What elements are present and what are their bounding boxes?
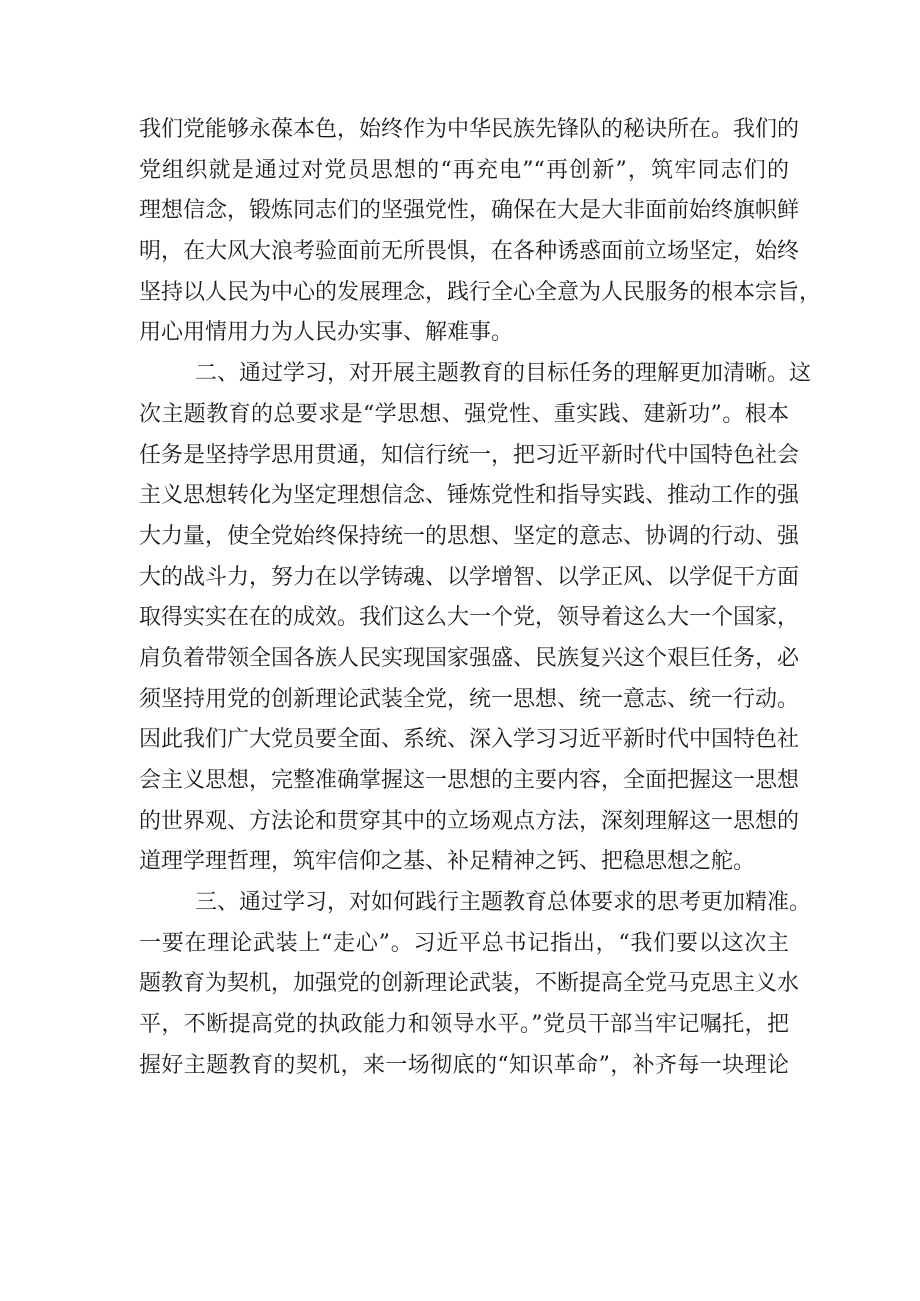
text-line: 一要在理论武装上“走心”。习近平总书记指出，“我们要以这次主 <box>139 930 789 956</box>
text-line: 主义思想转化为坚定理想信念、锤炼党性和指导实践、推动工作的强 <box>139 483 800 509</box>
text-line: 会主义思想，完整准确掌握这一思想的主要内容，全面把握这一思想 <box>139 768 800 793</box>
paragraph-3 <box>139 883 812 1086</box>
text-line: 大的战斗力，努力在以学铸魂、以学增智、以学正风、以学促干方面 <box>139 564 800 590</box>
text-line: 因此我们广大党员要全面、系统、深入学习习近平新时代中国特色社 <box>139 727 800 753</box>
text-line: 取得实实在在的成效。我们这么大一个党，领导着这么大一个国家， <box>139 605 800 631</box>
paragraph-2 <box>139 354 812 883</box>
text-line: 题教育为契机，加强党的创新理论武装，不断提高全党马克思主义水 <box>139 971 800 997</box>
text-line: 道理学理哲理，筑牢信仰之基、补足精神之钙、把稳思想之舵。 <box>139 849 756 875</box>
text-line: 坚持以人民为中心的发展理念，践行全心全意为人民服务的根本宗旨， <box>139 279 822 305</box>
text-line: 握好主题教育的契机，来一场彻底的“知识革命”，补齐每一块理论 <box>139 1052 789 1078</box>
text-line: 任务是坚持学思用贯通，知信行统一，把习近平新时代中国特色社会 <box>139 442 800 468</box>
text-line: 三、通过学习，对如何践行主题教育总体要求的思考更加精准。 <box>195 890 812 916</box>
text-line: 理想信念，锻炼同志们的坚强党性，确保在大是大非面前始终旗帜鲜 <box>139 198 800 224</box>
text-line: 明，在大风大浪考验面前无所畏惧，在各种诱惑面前立场坚定，始终 <box>139 239 800 265</box>
text-line: 大力量，使全党始终保持统一的思想、坚定的意志、协调的行动、强 <box>139 523 800 549</box>
text-line: 须坚持用党的创新理论武装全党，统一思想、统一意志、统一行动。 <box>139 686 800 712</box>
text-line: 平，不断提高党的执政能力和领导水平。”党员干部当牢记嘱托，把 <box>139 1012 789 1038</box>
text-line: 的世界观、方法论和贯穿其中的立场观点方法，深刻理解这一思想的 <box>139 808 800 834</box>
paragraph-1 <box>139 110 822 354</box>
text-line: 二、通过学习，对开展主题教育的目标任务的理解更加清晰。这 <box>195 361 812 387</box>
document-body <box>139 110 822 1087</box>
text-line: 肩负着带领全国各族人民实现国家强盛、民族复兴这个艰巨任务，必 <box>139 645 800 671</box>
text-line: 我们党能够永葆本色，始终作为中华民族先锋队的秘诀所在。我们的 <box>139 117 800 142</box>
text-line: 用心用情用力为人民办实事、解难事。 <box>139 320 514 346</box>
text-line: 次主题教育的总要求是“学思想、强党性、重实践、建新功”。根本 <box>139 401 789 427</box>
text-line: 党组织就是通过对党员思想的“再充电”“再创新”，筑牢同志们的 <box>139 157 789 183</box>
